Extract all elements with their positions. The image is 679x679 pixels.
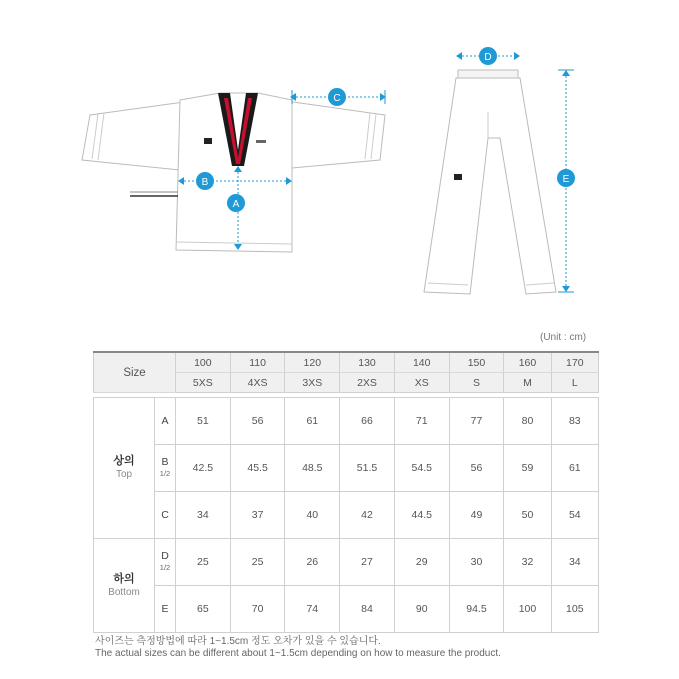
bottom-group-label bbox=[94, 539, 155, 633]
measurement-note-ko: 사이즈는 측정방법에 따라 1~1.5cm 정도 오차가 있을 수 있습니다. bbox=[95, 636, 381, 647]
top-group-en: Top bbox=[115, 469, 133, 480]
table-cell: 37 bbox=[230, 492, 285, 539]
label-c: C bbox=[333, 93, 341, 104]
size-number: 130 bbox=[340, 352, 395, 373]
table-cell: 70 bbox=[230, 586, 285, 633]
table-cell: 42.5 bbox=[176, 445, 231, 492]
table-cell: 48.5 bbox=[285, 445, 340, 492]
size-number: 140 bbox=[394, 352, 449, 373]
size-code: 4XS bbox=[230, 373, 285, 393]
size-code: 3XS bbox=[285, 373, 340, 393]
size-code: XS bbox=[394, 373, 449, 393]
table-cell: 61 bbox=[551, 445, 598, 492]
size-number: 160 bbox=[504, 352, 551, 373]
table-cell: 34 bbox=[551, 539, 598, 586]
size-code: S bbox=[449, 373, 504, 393]
unit-note: (Unit : cm) bbox=[540, 332, 587, 343]
table-cell: 27 bbox=[340, 539, 395, 586]
uniform-measurement-diagram bbox=[0, 0, 679, 310]
table-cell: 66 bbox=[340, 398, 395, 445]
table-cell: 61 bbox=[285, 398, 340, 445]
table-cell: 56 bbox=[230, 398, 285, 445]
table-cell: 74 bbox=[285, 586, 340, 633]
table-cell: 71 bbox=[394, 398, 449, 445]
size-number: 100 bbox=[176, 352, 231, 373]
label-d: D bbox=[484, 52, 492, 63]
top-group-ko: 상의 bbox=[113, 455, 135, 467]
table-cell: 25 bbox=[176, 539, 231, 586]
measurement-note-en: The actual sizes can be different about 1~1.5cm depending on how to measure the product. bbox=[95, 648, 501, 659]
size-code: L bbox=[551, 373, 598, 393]
bottom-group-ko: 하의 bbox=[113, 572, 135, 585]
row-letter: C bbox=[155, 492, 176, 539]
table-cell: 65 bbox=[176, 586, 231, 633]
table-cell: 56 bbox=[449, 445, 504, 492]
row-letter: D 1/2 bbox=[155, 539, 176, 586]
table-cell: 34 bbox=[176, 492, 231, 539]
size-number-row bbox=[94, 352, 599, 373]
table-cell: 30 bbox=[449, 539, 504, 586]
size-code: 2XS bbox=[340, 373, 395, 393]
table-cell: 25 bbox=[230, 539, 285, 586]
size-table bbox=[93, 351, 599, 633]
size-code: M bbox=[504, 373, 551, 393]
jacket-tag bbox=[256, 140, 266, 143]
table-cell: 100 bbox=[504, 586, 551, 633]
label-b: B bbox=[201, 177, 209, 188]
dimension-d bbox=[456, 47, 520, 65]
table-cell: 90 bbox=[394, 586, 449, 633]
table-cell: 105 bbox=[551, 586, 598, 633]
dimension-e bbox=[557, 70, 575, 292]
table-cell: 42 bbox=[340, 492, 395, 539]
table-cell: 94.5 bbox=[449, 586, 504, 633]
jacket-logo bbox=[204, 138, 212, 144]
size-code: 5XS bbox=[176, 373, 231, 393]
table-cell: 29 bbox=[394, 539, 449, 586]
table-cell: 54 bbox=[551, 492, 598, 539]
table-row bbox=[94, 586, 599, 633]
pants-illustration bbox=[424, 70, 556, 294]
top-group-label bbox=[94, 398, 155, 539]
table-cell: 77 bbox=[449, 398, 504, 445]
table-cell: 51.5 bbox=[340, 445, 395, 492]
table-cell: 44.5 bbox=[394, 492, 449, 539]
row-letter: B 1/2 bbox=[155, 445, 176, 492]
table-cell: 32 bbox=[504, 539, 551, 586]
bottom-group-en: Bottom bbox=[108, 586, 140, 598]
table-row bbox=[94, 492, 599, 539]
table-cell: 26 bbox=[285, 539, 340, 586]
table-cell: 80 bbox=[504, 398, 551, 445]
label-a: A bbox=[232, 199, 240, 210]
table-row bbox=[94, 398, 599, 445]
table-cell: 84 bbox=[340, 586, 395, 633]
size-number: 150 bbox=[449, 352, 504, 373]
row-letter: E bbox=[155, 586, 176, 633]
label-e: E bbox=[562, 174, 570, 185]
table-cell: 83 bbox=[551, 398, 598, 445]
pants-logo bbox=[454, 174, 462, 180]
table-cell: 49 bbox=[449, 492, 504, 539]
table-cell: 54.5 bbox=[394, 445, 449, 492]
table-cell: 45.5 bbox=[230, 445, 285, 492]
table-row bbox=[94, 445, 599, 492]
table-cell: 50 bbox=[504, 492, 551, 539]
table-cell: 51 bbox=[176, 398, 231, 445]
table-cell: 40 bbox=[285, 492, 340, 539]
size-number: 120 bbox=[285, 352, 340, 373]
row-letter: A bbox=[155, 398, 176, 445]
size-number: 170 bbox=[551, 352, 598, 373]
size-header: Size bbox=[94, 352, 176, 393]
size-number: 110 bbox=[230, 352, 285, 373]
jacket-illustration bbox=[82, 93, 385, 252]
table-row bbox=[94, 539, 599, 586]
table-cell: 59 bbox=[504, 445, 551, 492]
